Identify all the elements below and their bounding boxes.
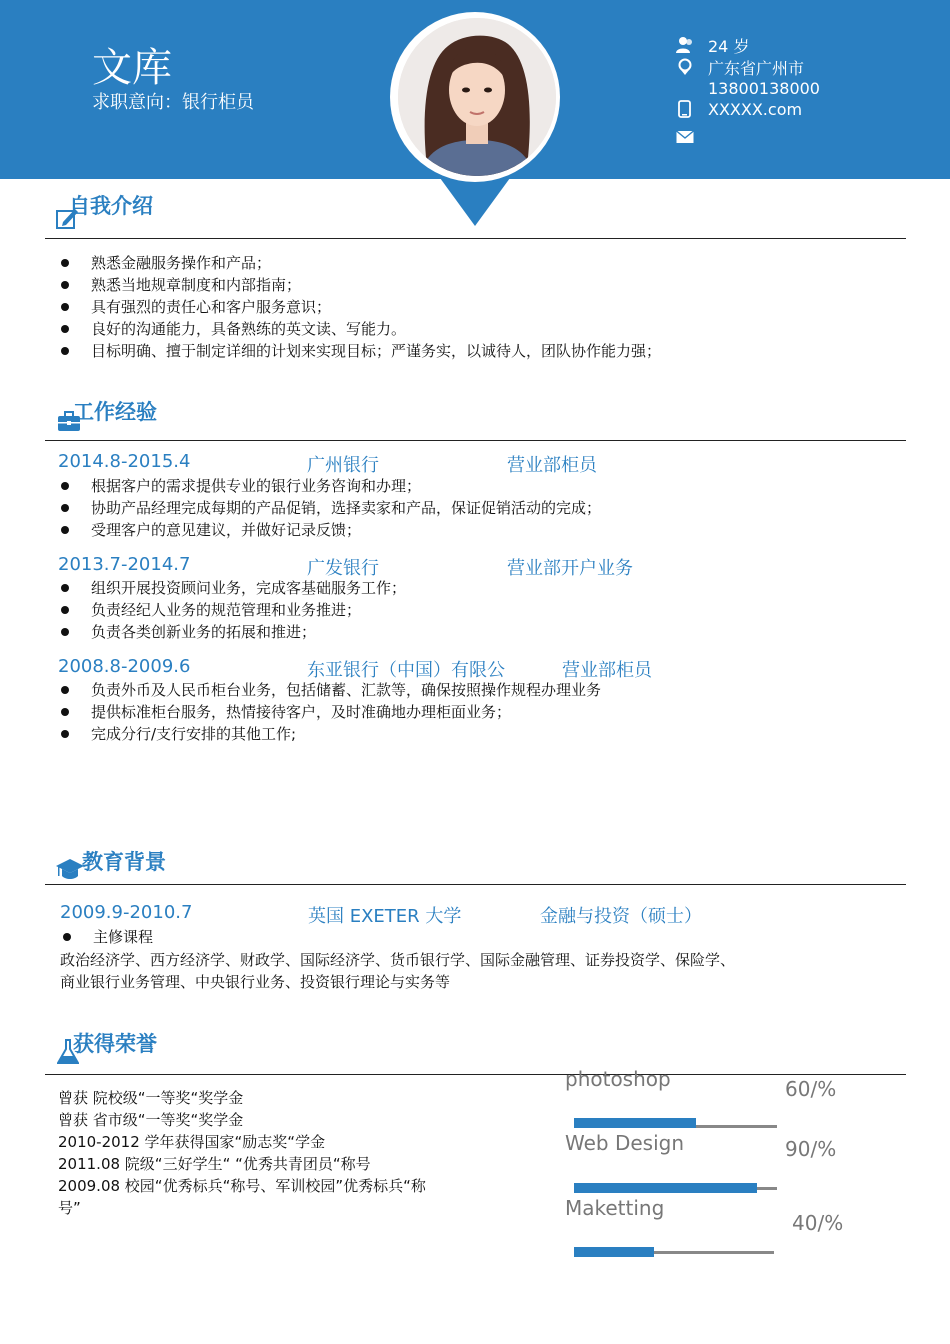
contact-age xyxy=(676,34,749,56)
job-company: 东亚银行（中国）有限公 xyxy=(307,660,505,681)
list-item: 受理客户的意见建议，并做好记录反馈； xyxy=(58,519,601,541)
location-text: 广东省广州市 xyxy=(708,58,805,78)
education-period: 2009.9-2010.7 xyxy=(60,902,193,923)
skill-name: Maketting xyxy=(565,1196,665,1220)
list-item: 目标明确、擅于制定详细的计划来实现目标；严谨务实，以诚待人，团队协作能力强； xyxy=(58,340,661,362)
skill-bar-fill xyxy=(574,1247,654,1257)
courses-text-line: 政治经济学、西方经济学、财政学、国际经济学、货币银行学、国际金融管理、证券投资学、保险学、 xyxy=(60,951,736,969)
skill-bar-fill xyxy=(574,1183,757,1193)
honor-item: 2010-2012 学年获得国家“励志奖“学金 xyxy=(58,1133,326,1151)
contact-location xyxy=(676,56,804,78)
skill-name: photoshop xyxy=(565,1067,671,1091)
list-item: 根据客户的需求提供专业的银行业务咨询和办理； xyxy=(58,475,601,497)
honor-item: 曾获 省市级“一等奖“奖学金 xyxy=(58,1111,244,1129)
job-company: 广州银行 xyxy=(307,455,379,476)
section-divider xyxy=(45,238,906,239)
section-title-education: 教育背景 xyxy=(82,850,166,874)
list-item: 熟悉当地规章制度和内部指南； xyxy=(58,274,661,296)
section-title-honors: 获得荣誉 xyxy=(73,1032,157,1056)
list-item: 组织开展投资顾问业务，完成客基础服务工作； xyxy=(58,577,406,599)
job-position: 营业部柜员 xyxy=(562,660,652,681)
phone-icon xyxy=(676,100,694,118)
education-school: 英国 EXETER 大学 xyxy=(308,906,462,927)
email-icon xyxy=(676,128,694,146)
honor-item: 号” xyxy=(58,1199,81,1217)
contact-email xyxy=(676,126,708,148)
list-item: 具有强烈的责任心和客户服务意识； xyxy=(58,296,661,318)
job-period: 2008.8-2009.6 xyxy=(58,656,191,677)
section-title-self-intro: 自我介绍 xyxy=(69,194,153,218)
job-position: 营业部开户业务 xyxy=(507,558,633,579)
honor-item: 曾获 院校级“一等奖“奖学金 xyxy=(58,1089,244,1107)
list-item: 熟悉金融服务操作和产品； xyxy=(58,252,661,274)
job-intent: 求职意向：银行柜员 xyxy=(92,92,254,113)
section-divider xyxy=(45,1074,906,1075)
job-duties-list xyxy=(58,679,601,745)
section-divider xyxy=(45,440,906,441)
courses-text-line: 商业银行业务管理、中央银行业务、投资银行理论与实务等 xyxy=(60,973,451,991)
self-intro-list xyxy=(58,252,661,362)
list-item: 良好的沟通能力，具备熟练的英文读、写能力。 xyxy=(58,318,661,340)
skill-percent: 40/% xyxy=(792,1211,844,1235)
section-divider xyxy=(45,884,906,885)
contact-phone xyxy=(676,77,820,99)
phone-text: 13800138000 xyxy=(708,78,820,98)
header-pointer xyxy=(440,178,510,226)
contact-website xyxy=(676,98,802,120)
list-item: 负责外币及人民币柜台业务，包括储蓄、汇款等，确保按照操作规程办理业务 xyxy=(58,679,601,701)
job-duties-list xyxy=(58,475,601,541)
skill-name: Web Design xyxy=(565,1131,685,1155)
location-pin-icon xyxy=(676,58,694,76)
job-position: 营业部柜员 xyxy=(507,455,597,476)
list-item: 负责各类创新业务的拓展和推进； xyxy=(58,621,406,643)
list-item: 协助产品经理完成每期的产品促销，选择卖家和产品，保证促销活动的完成； xyxy=(58,497,601,519)
list-item: 主修课程 xyxy=(60,926,153,948)
candidate-name: 文库 xyxy=(92,45,172,91)
job-company: 广发银行 xyxy=(307,558,379,579)
skill-bar-fill xyxy=(574,1118,696,1128)
skill-percent: 60/% xyxy=(785,1077,837,1101)
age-text: 24 岁 xyxy=(708,36,750,56)
job-period: 2014.8-2015.4 xyxy=(58,451,191,472)
honor-item: 2011.08 院级“三好学生“ “优秀共青团员“称号 xyxy=(58,1155,371,1173)
list-item: 完成分行/支行安排的其他工作; xyxy=(58,723,601,745)
profile-photo xyxy=(398,18,556,176)
courses-label-list xyxy=(60,926,153,948)
list-item: 提供标准柜台服务，热情接待客户，及时准确地办理柜面业务； xyxy=(58,701,601,723)
section-title-work: 工作经验 xyxy=(73,400,157,424)
graduation-cap-icon xyxy=(55,857,85,885)
education-major: 金融与投资（硕士） xyxy=(540,906,702,927)
job-duties-list xyxy=(58,577,406,643)
list-item: 负责经纪人业务的规范管理和业务推进； xyxy=(58,599,406,621)
honor-item: 2009.08 校园“优秀标兵“称号、军训校园”优秀标兵“称 xyxy=(58,1177,426,1195)
user-icon xyxy=(676,36,694,54)
website-text: XXXXX.com xyxy=(708,99,803,119)
job-period: 2013.7-2014.7 xyxy=(58,554,191,575)
skill-percent: 90/% xyxy=(785,1137,837,1161)
